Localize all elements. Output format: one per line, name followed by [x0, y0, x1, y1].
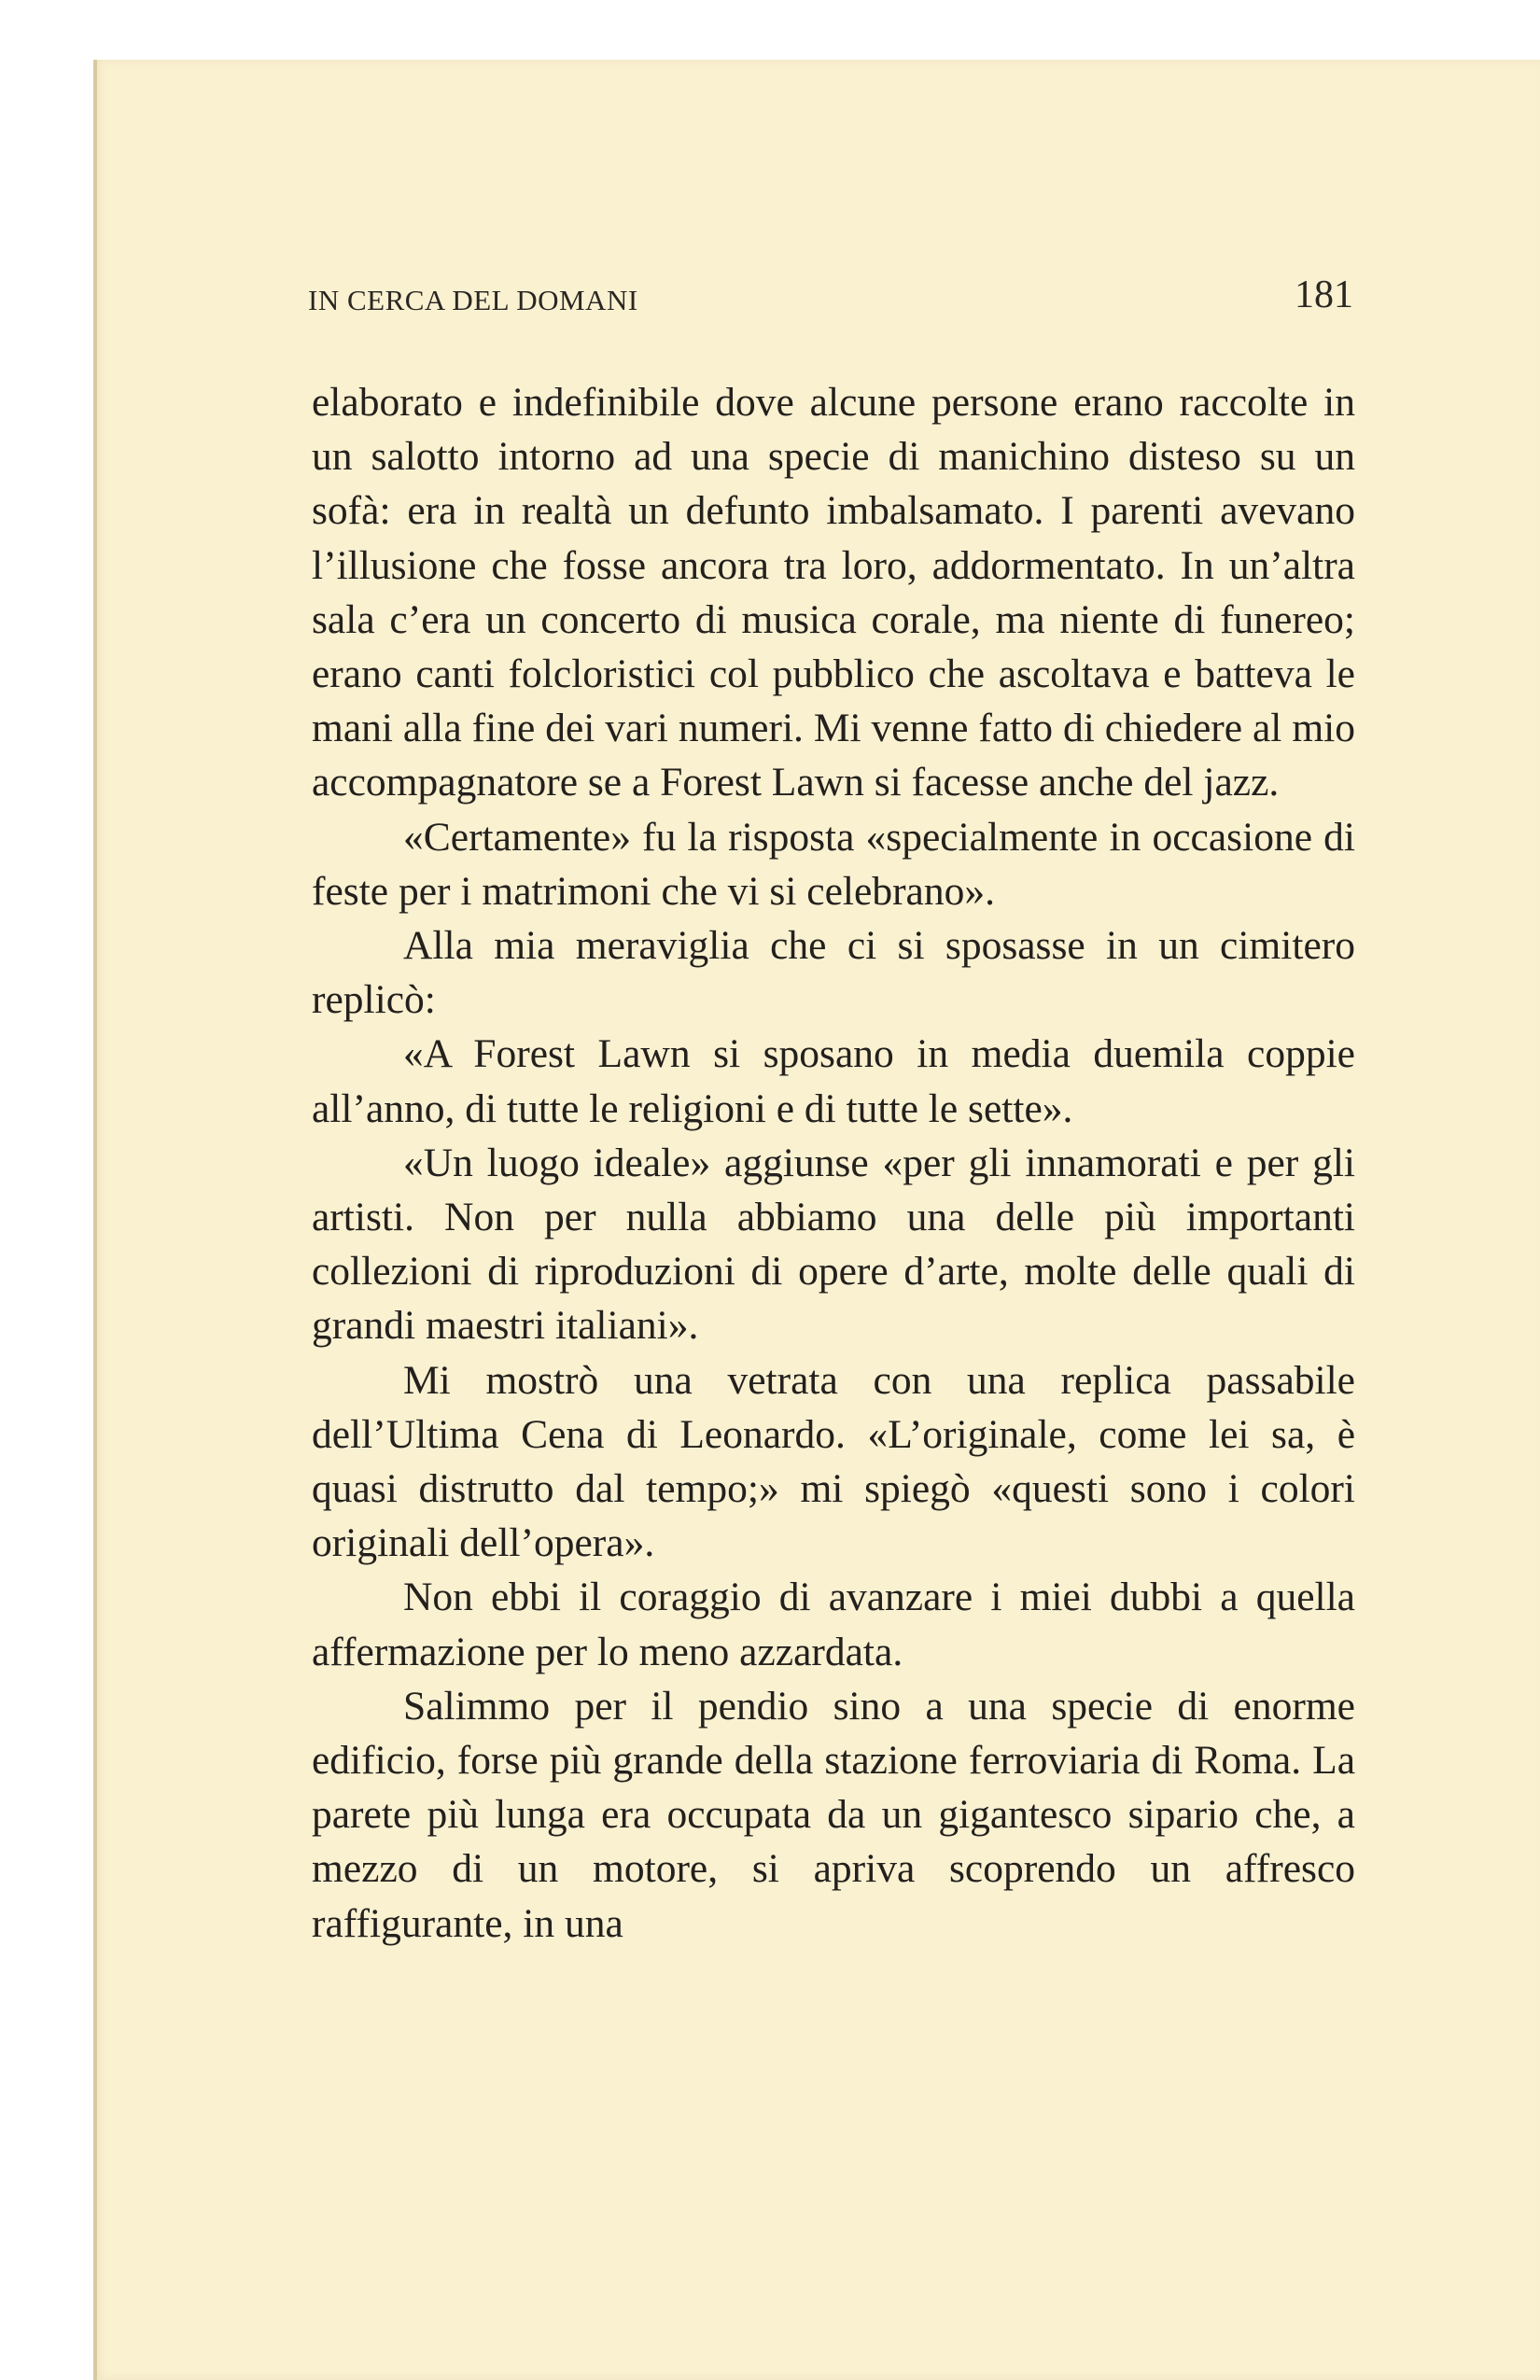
paragraph: elaborato e indefinibile dove alcune persone erano raccolte in un salotto intorno ad una specie di manichino disteso su un sofà: era in realtà un defunto imbalsamato. I parenti avevano l’illusione che fosse ancora tra loro, addormentato. In un’altra sala c’era un concerto di musica corale, ma niente di funereo; erano canti folcloristici col pubblico che ascoltava e batteva le mani alla fine dei vari numeri. Mi venne fatto di chiedere al mio accompagnatore se a Forest Lawn si facesse anche del jazz.	[312, 380, 1355, 805]
paragraph: Non ebbi il coraggio di avanzare i miei dubbi a quella affermazione per lo meno azzardata.	[312, 1575, 1355, 1674]
running-title: IN CERCA DEL DOMANI	[308, 284, 638, 316]
page-edge	[93, 60, 97, 2380]
running-head	[308, 273, 1353, 316]
page-number: 181	[1295, 273, 1353, 316]
body-text	[312, 375, 1355, 1951]
paragraph: Alla mia meraviglia che ci si sposasse in un cimitero replicò:	[312, 923, 1355, 1023]
paragraph: «A Forest Lawn si sposano in media duemila coppie all’anno, di tutte le religioni e di tutte le sette».	[312, 1031, 1355, 1131]
paragraph: «Certamente» fu la risposta «specialmente in occasione di feste per i matrimoni che vi si celebrano».	[312, 814, 1355, 914]
paragraph: Mi mostrò una vetrata con una replica passabile dell’Ultima Cena di Leonardo. «L’originale, come lei sa, è quasi distrutto dal tempo;» mi spiegò «questi sono i colori originali dell’opera».	[312, 1357, 1355, 1566]
paragraph: «Un luogo ideale» aggiunse «per gli innamorati e per gli artisti. Non per nulla abbiamo una delle più importanti collezioni di riproduzioni di opere d’arte, molte delle quali di grandi maestri italiani».	[312, 1140, 1355, 1349]
paragraph: Salimmo per il pendio sino a una specie di enorme edificio, forse più grande della stazione ferroviaria di Roma. La parete più lunga era occupata da un gigantesco sipario che, a mezzo di un motore, si apriva scoprendo un affresco raffigurante, in una	[312, 1683, 1355, 1946]
